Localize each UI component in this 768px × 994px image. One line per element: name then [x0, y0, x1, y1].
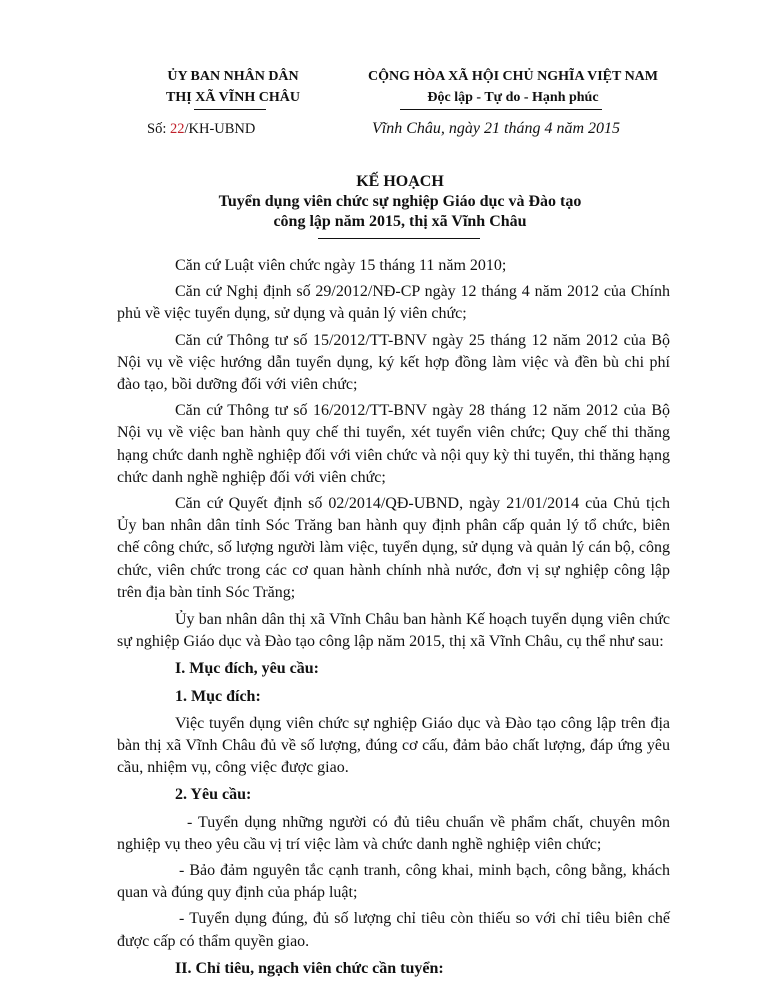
paragraph-legal-basis-1: Căn cứ Luật viên chức ngày 15 tháng 11 năm 2010;	[175, 257, 507, 274]
document-title	[130, 172, 670, 232]
issuing-authority-line1: ỦY BAN NHÂN DÂN	[167, 69, 299, 84]
document-date: Vĩnh Châu, ngày 21 tháng 4 năm 2015	[372, 120, 620, 137]
heading-section-2: II. Chỉ tiêu, ngạch viên chức cần tuyển:	[175, 959, 444, 977]
document-body	[117, 255, 670, 985]
paragraph-legal-basis-3: Căn cứ Thông tư số 15/2012/TT-BNV ngày 25 tháng 12 năm 2012 của Bộ Nội vụ về việc hướng dẫn tuyển dụng, ký kết hợp đồng làm việc và đền bù chi phí đào tạo, bồi dưỡng đối với viên chức;	[117, 331, 670, 394]
paragraph-purpose: Việc tuyển dụng viên chức sự nghiệp Giáo dục và Đào tạo công lập trên địa bàn thị xã Vĩnh Châu đủ về số lượng, đúng cơ cấu, đảm bảo chất lượng, đáp ứng yêu cầu, nhiệm vụ, công việc được giao.	[117, 714, 670, 777]
heading-requirements: 2. Yêu cầu:	[175, 786, 252, 804]
paragraph-intro: Ủy ban nhân dân thị xã Vĩnh Châu ban hành Kế hoạch tuyển dụng viên chức sự nghiệp Giáo dục và Đào tạo công lập năm 2015, thị xã Vĩnh Châu, cụ thể như sau:	[117, 611, 670, 651]
authority-underline	[194, 109, 266, 110]
paragraph-legal-basis-2: Căn cứ Nghị định số 29/2012/NĐ-CP ngày 12 tháng 4 năm 2012 của Chính phủ về việc tuyển dụng, sử dụng và quản lý viên chức;	[117, 283, 670, 323]
document-number-value: 22	[169, 121, 185, 137]
issuing-authority-line2: THỊ XÃ VĨNH CHÂU	[166, 90, 300, 105]
title-line3: công lập năm 2015, thị xã Vĩnh Châu	[273, 213, 527, 230]
national-name: CỘNG HÒA XÃ HỘI CHỦ NGHĨA VIỆT NAM	[367, 69, 658, 84]
document-number-prefix: Số:	[147, 121, 170, 137]
title-underline	[318, 238, 480, 239]
document-number-suffix: /KH-UBND	[184, 121, 256, 137]
title-line2: Tuyển dụng viên chức sự nghiệp Giáo dục và Đào tạo	[218, 193, 582, 210]
paragraph-requirement-2: - Bảo đảm nguyên tắc cạnh tranh, công khai, minh bạch, công bằng, khách quan và đúng quy định của pháp luật;	[117, 862, 670, 902]
paragraph-requirement-1: - Tuyển dụng những người có đủ tiêu chuẩn về phẩm chất, chuyên môn nghiệp vụ theo yêu cầu vị trí việc làm và chức danh nghề nghiệp viên chức;	[117, 813, 670, 853]
motto-line: Độc lập - Tự do - Hạnh phúc	[427, 90, 599, 105]
document-number	[147, 121, 255, 138]
heading-section-1: I. Mục đích, yêu cầu:	[175, 660, 319, 678]
issuing-authority	[140, 66, 326, 108]
motto-underline	[400, 109, 602, 110]
paragraph-requirement-3: - Tuyển dụng đúng, đủ số lượng chỉ tiêu còn thiếu so với chỉ tiêu biên chế được cấp có thẩm quyền giao.	[117, 910, 670, 950]
national-motto	[346, 66, 680, 108]
title-line1: KẾ HOẠCH	[356, 173, 444, 190]
heading-purpose: 1. Mục đích:	[175, 687, 261, 705]
paragraph-legal-basis-4: Căn cứ Thông tư số 16/2012/TT-BNV ngày 28 tháng 12 năm 2012 của Bộ Nội vụ về việc ban hành quy chế thi tuyển, xét tuyển viên chức; Quy chế thi thăng hạng chức danh nghề nghiệp đối với viên chức và nội quy kỳ thi tuyển, thi thăng hạng chức danh nghề nghiệp đối với viên chức;	[117, 402, 670, 486]
paragraph-legal-basis-5: Căn cứ Quyết định số 02/2014/QĐ-UBND, ngày 21/01/2014 của Chủ tịch Ủy ban nhân dân tỉnh Sóc Trăng ban hành quy định phân cấp quản lý tổ chức, biên chế công chức, số lượng người làm việc, tuyển dụng, sử dụng và quản lý cán bộ, công chức, viên chức trong các cơ quan hành chính nhà nước, đơn vị sự nghiệp công lập trên địa bàn tỉnh Sóc Trăng;	[117, 495, 670, 601]
